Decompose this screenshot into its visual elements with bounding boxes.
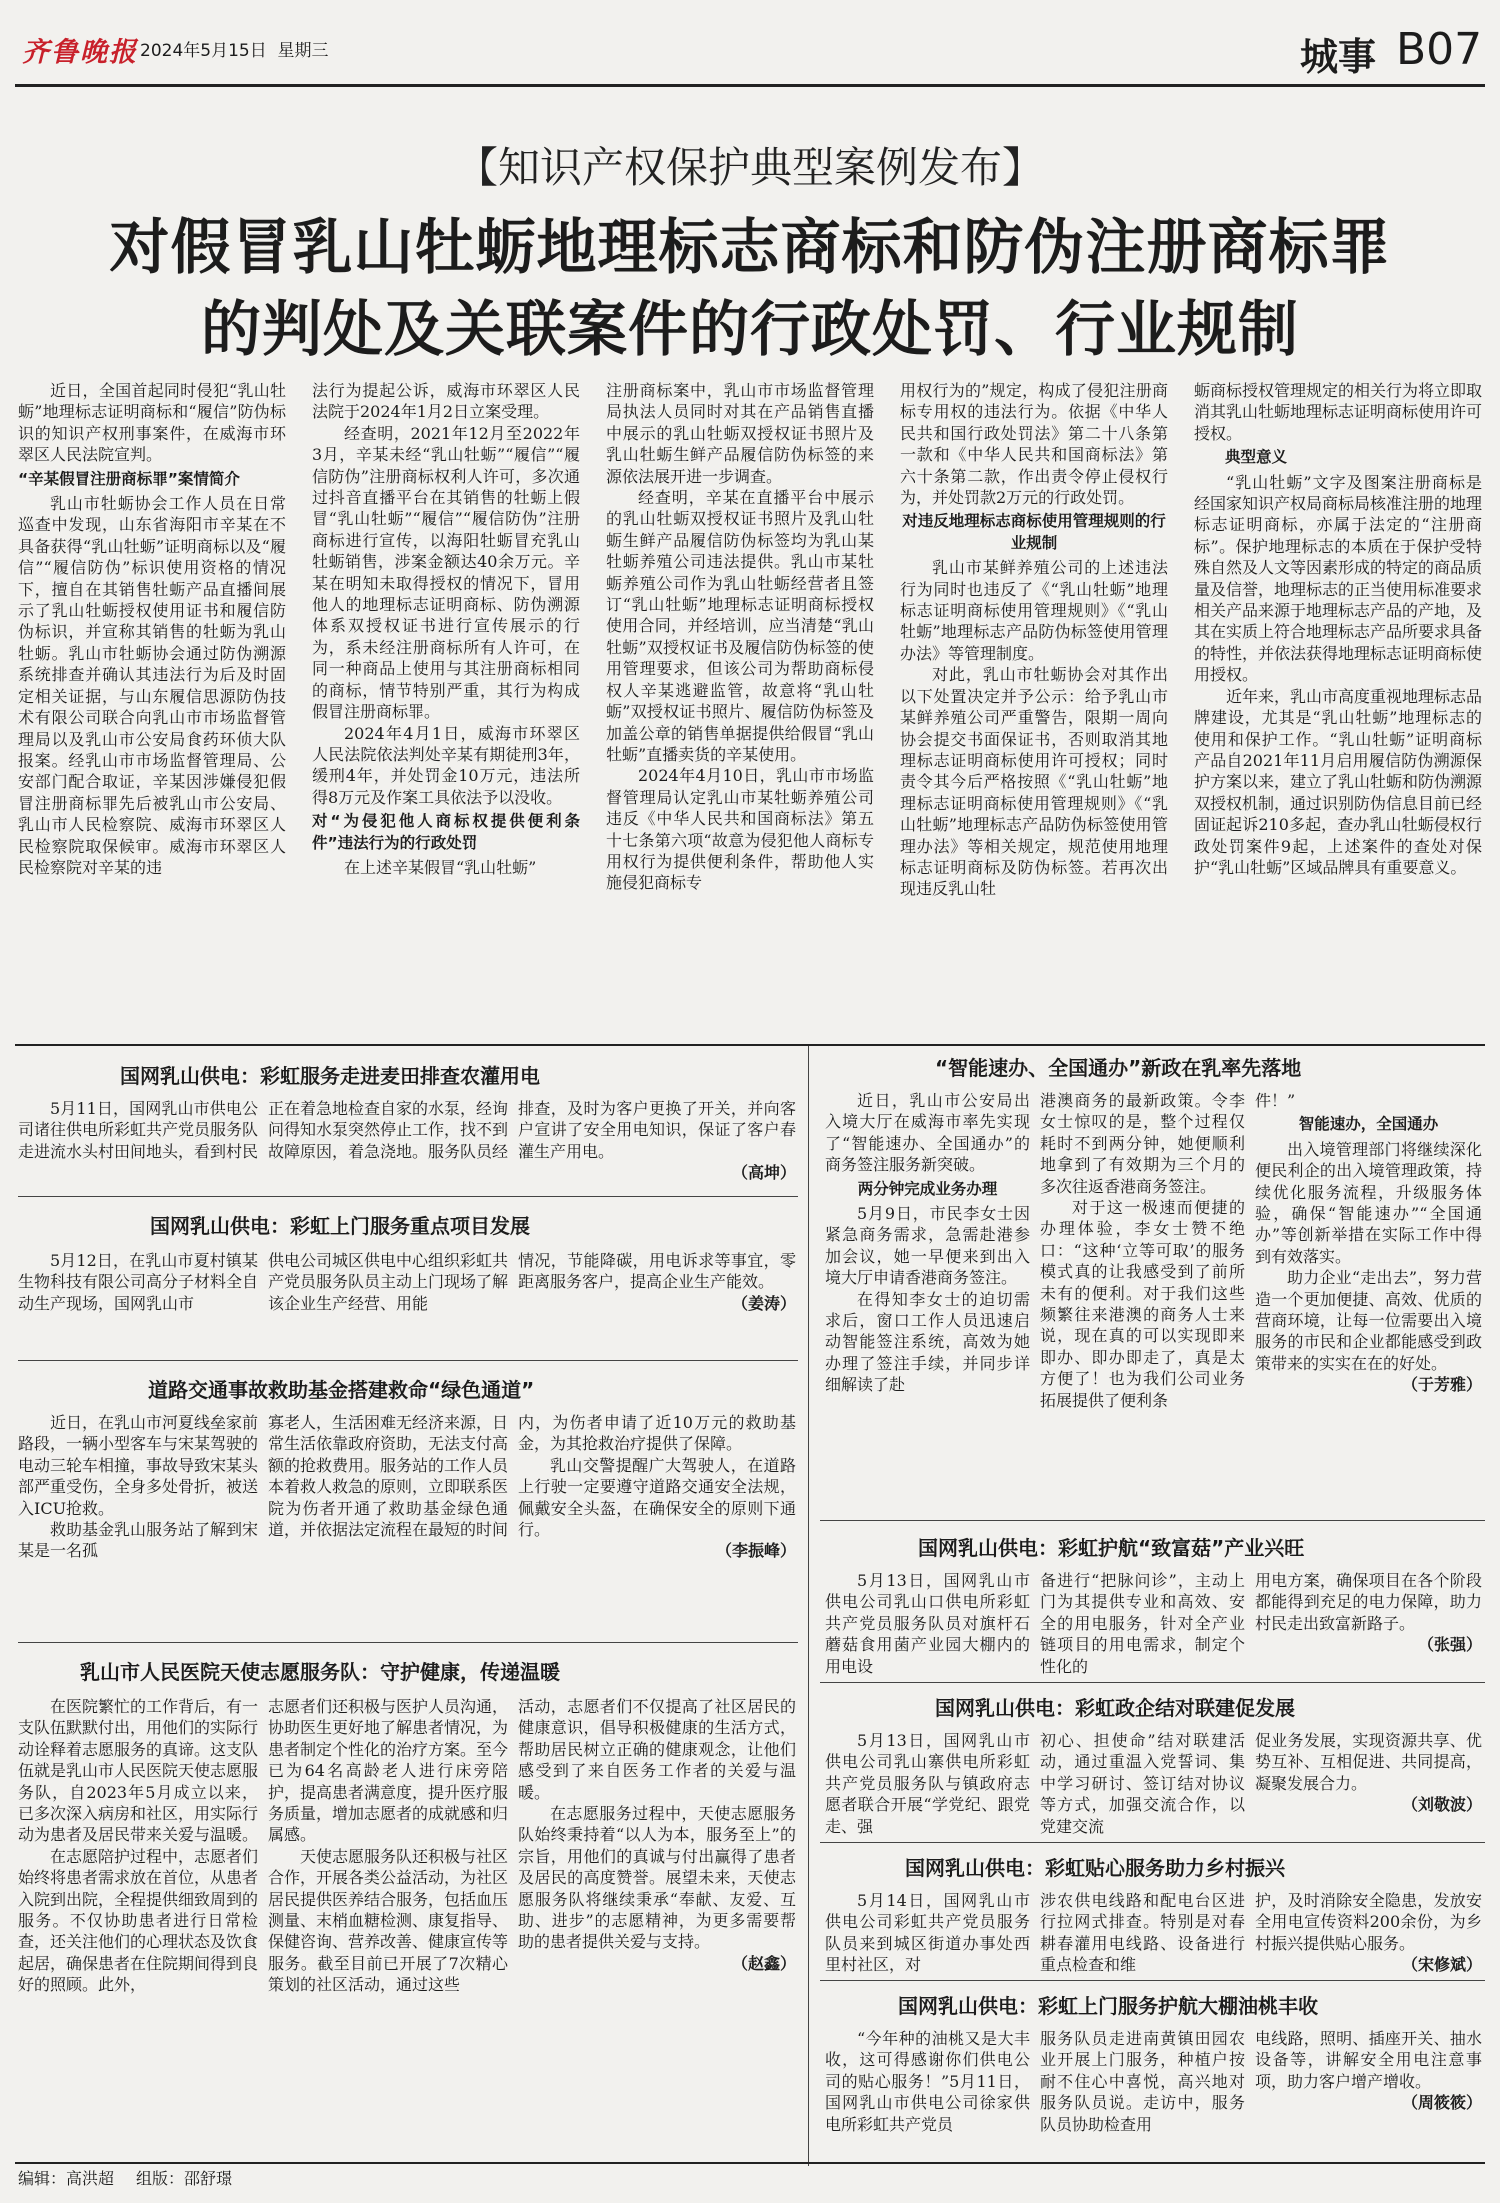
article-col [1255,1090,1482,1515]
article-divider [820,1682,1485,1683]
byline: （高坤） [731,1163,796,1183]
article-col [18,1412,258,1634]
lead-column-5 [1194,380,1482,1040]
paragraph: 排查，及时为客户更换了开关，并向客户宣讲了安全用电知识，保证了客户春灌生产用电。 [518,1099,796,1161]
paragraph: 在志愿服务过程中，天使志愿服务队始终秉持着“以人为本，服务至上”的宗旨，用他们的真诚与付出赢得了患者及居民的高度赞誉。展望未来，天使志愿服务队将继续秉承“奉献、友爱、互助、进步”的志愿精神，为更多需要帮助的患者提供关爱与支持。 [518,1804,796,1952]
byline: （张强） [1417,1635,1482,1655]
paragraph: 近日，全国首起同时侵犯“乳山牡蛎”地理标志证明商标和“履信”防伪标识的知识产权刑事案件，在威海市环翠区人民法院宣判。 [18,381,286,465]
designer-credit: 组版：邵舒璟 [136,2169,233,2188]
paragraph: 护，及时消除安全隐患，发放安全用电宣传资料200余份，为乡村振兴提供贴心服务。 [1255,1891,1482,1953]
byline: （李振峰） [715,1541,796,1561]
paragraph: 乳山交警提醒广大驾驶人，在道路上行驶一定要遵守道路交通安全法规，佩戴安全头盔，在确保安全的原则下通行。 [518,1455,796,1540]
paragraph: 近年来，乳山市高度重视地理标志品牌建设，尤其是“乳山牡蛎”地理标志的使用和保护工作。“乳山牡蛎”证明商标产品自2021年11月启用履信防伪溯源保护方案以来，建立了乳山牡蛎和防伪溯源双授权机制，通过识别防伪信息目前已经固证起诉210多起，查办乳山牡蛎侵权行政处罚案件9起，上述案件的查处对保护“乳山牡蛎”区域品牌具有重要意义。 [1194,686,1482,877]
article-col [1040,2028,1245,2158]
article-col [268,1696,508,2161]
paragraph: 用权行为的”规定，构成了侵犯注册商标专用权的违法行为。依据《中华人民共和国行政处罚法》第二十八条第一款和《中华人民共和国商标法》第六十条第二款，作出责令停止侵权行为，并处罚款2万元的行政处罚。 [900,381,1168,508]
paragraph: 正在着急地检查自家的水泵，经询问得知水泵突然停止工作，找不到故障原因，着急浇地。服务队员经 [268,1099,508,1161]
paragraph: 港澳商务的最新政策。令李女士惊叹的是，整个过程仅耗时不到两分钟，她便顺利地拿到了有效期为三个月的多次往返香港商务签注。 [1040,1091,1245,1196]
paragraph: 在得知李女士的迫切需求后，窗口工作人员迅速启动智能签注系统，高效为她办理了签注手续，并同步详细解读了赴 [825,1289,1030,1395]
article-col [268,1250,508,1342]
article-col [825,1570,1030,1678]
footer-rule [15,2162,1485,2164]
article-col [518,1412,796,1634]
paragraph: 2024年4月10日，乳山市市场监督管理局认定乳山市某牡蛎养殖公司违反《中华人民共和国商标法》第五十七条第六项“故意为侵犯他人商标专用权行为提供便利条件，帮助他人实施侵犯商标专 [606,766,874,893]
article-col [18,1250,258,1342]
masthead-logo: 齐鲁晚报 [22,37,138,68]
article-col [18,1696,258,2161]
article-col [518,1098,796,1190]
paragraph: 蛎商标授权管理规定的相关行为将立即取消其乳山牡蛎地理标志证明商标使用许可授权。 [1194,381,1482,443]
article-col [1255,1890,1482,1976]
lead-column-1 [18,380,286,1040]
article-title: 国网乳山供电：彩虹上门服务重点项目发展 [150,1214,530,1238]
article-col [825,1890,1030,1976]
paragraph: 在医院繁忙的工作背后，有一支队伍默默付出，用他们的实际行动诠释着志愿服务的真谛。这支队伍就是乳山市人民医院天使志愿服务队，自2023年5月成立以来，已多次深入病房和社区，用实际行动为患者及居民带来关爱与温暖。 [18,1697,258,1845]
paragraph: 天使志愿服务队还积极与社区合作，开展各类公益活动，为社区居民提供医养结合服务，包括血压测量、末梢血糖检测、康复指导、保健咨询、营养改善、健康宣传等服务。截至目前已开展了7次精心策划的社区活动，通过这些 [268,1846,508,1995]
subhead: 对违反地理标志商标使用管理规则的行业规制 [902,512,1166,552]
paragraph: 件！” [1255,1091,1296,1110]
paragraph: 寡老人，生活困难无经济来源，日常生活依靠政府资助，无法支付高额的抢救费用。服务站的工作人员本着救人救急的原则，立即联系医院为伤者开通了救助基金绿色通道，并依据法定流程在最短的时间 [268,1413,508,1540]
paragraph: 对于这一极速而便捷的办理体验，李女士赞不绝口：“这种‘立等可取’的服务模式真的让我感受到了前所未有的便利。对于我们这些频繁往来港澳的商务人士来说，现在真的可以实现即来即办、即办即走了，真是太方便了！也为我们公司业务拓展提供了便利条 [1040,1198,1245,1410]
page-footer [18,2166,254,2189]
paragraph: 5月9日，市民李女士因紧急商务需求，急需赴港参加会议，她一早便来到出入境大厅申请香港商务签注。 [825,1204,1030,1288]
paragraph: 近日，乳山市公安局出入境大厅在威海市率先实现了“智能速办、全国通办”的商务签注服务新突破。 [825,1091,1030,1175]
article-divider [18,1642,798,1643]
byline: （周筱筱） [1401,2093,1482,2113]
byline: （赵鑫） [731,1953,796,1973]
article-col [825,2028,1030,2158]
subhead: 典型意义 [1225,448,1288,467]
article-col [518,1250,796,1342]
paragraph: 用电方案，确保项目在各个阶段都能得到充足的电力保障，助力村民走出致富新路子。 [1255,1571,1482,1633]
article-title: 国网乳山供电：彩虹护航“致富菇”产业兴旺 [918,1536,1305,1560]
article-col [268,1412,508,1634]
article-col [1040,1730,1245,1836]
paragraph: 5月12日，在乳山市夏村镇某生物科技有限公司高分子材料全自动生产现场，国网乳山市 [18,1251,258,1313]
article-title: 国网乳山供电：彩虹贴心服务助力乡村振兴 [905,1856,1285,1880]
paragraph: 在上述辛某假冒“乳山牡蛎” [344,857,537,877]
paragraph: 2024年4月1日，威海市环翠区人民法院依法判处辛某有期徒刑3年，缓刑4年，并处罚金10万元，违法所得8万元及作案工具依法予以没收。 [312,723,580,807]
paragraph: 5月11日，国网乳山市供电公司诸往供电所彩虹共产党员服务队走进流水头村田间地头，看到村民 [18,1099,258,1161]
article-col [1040,1570,1245,1678]
paragraph: “今年种的油桃又是大丰收，这可得感谢你们供电公司的贴心服务！”5月11日，国网乳山市供电公司徐家供电所彩虹共产党员 [825,2029,1030,2134]
article-col [1040,1890,1245,1976]
paragraph: 在志愿陪护过程中，志愿者们始终将患者需求放在首位，从患者入院到出院，全程提供细致周到的服务。不仅协助患者进行日常检查，还关注他们的心理状态及饮食起居，确保患者在住院期间得到良好的照顾。此外， [18,1846,258,1995]
paragraph: 5月13日，国网乳山市供电公司乳山寨供电所彩虹共产党员服务队与镇政府志愿者联合开展“学党纪、跟党走、强 [825,1731,1030,1836]
paragraph: 备进行“把脉问诊”，主动上门为其提供专业和高效、安全的用电服务，针对全产业链项目的用电需求，制定个性化的 [1040,1571,1245,1676]
paragraph: 救助基金乳山服务站了解到宋某是一名孤 [18,1520,258,1561]
paragraph: 5月13日，国网乳山市供电公司乳山口供电所彩虹共产党员服务队员对旗杆石蘑菇食用菌产业园大棚内的用电设 [825,1571,1030,1676]
subhead: 对“为侵犯他人商标权提供便利条件”违法行为的行政处罚 [312,812,580,852]
article-divider [18,1360,798,1361]
paragraph: 乳山市某鲜养殖公司的上述违法行为同时也违反了《“乳山牡蛎”地理标志证明商标使用管理规则》《“乳山牡蛎”地理标志产品防伪标签使用管理办法》等管理制度。 [900,558,1168,663]
lead-column-3 [606,380,874,1040]
paragraph: 内，为伤者申请了近10万元的救助基金，为其抢救治疗提供了保障。 [518,1413,796,1454]
article-divider [820,1520,1485,1521]
article-title: “智能速办、全国通办”新政在乳率先落地 [935,1056,1302,1080]
byline: （宋修斌） [1401,1955,1482,1975]
lead-column-4 [900,380,1168,1040]
article-col [1255,1730,1482,1836]
article-col [825,1090,1030,1515]
article-col [825,1730,1030,1836]
article-divider [820,1842,1485,1843]
subhead: 智能速办，全国通办 [1298,1115,1439,1134]
weekday-text: 星期三 [277,41,329,61]
date-text: 2024年5月15日 [140,41,267,61]
paragraph: 促业务发展，实现资源共享、优势互补、互相促进、共同提高，凝聚发展合力。 [1255,1731,1482,1793]
paragraph: 法行为提起公诉，威海市环翠区人民法院于2024年1月2日立案受理。 [312,381,580,422]
article-col [518,1696,796,2161]
article-col [18,1098,258,1190]
lead-headline-2: 的判处及关联案件的行政处罚、行业规制 [201,295,1299,365]
paragraph: 助力企业“走出去”，努力营造一个更加便捷、高效、优质的营商环境，让每一位需要出入境服务的市民和企业都能感受到政策带来的实实在在的好处。 [1255,1268,1482,1373]
article-title: 国网乳山供电：彩虹政企结对联建促发展 [935,1696,1295,1720]
paragraph: 电线路，照明、插座开关、抽水设备等，讲解安全用电注意事项，助力客户增产增收。 [1255,2029,1482,2091]
lead-column-2 [312,380,580,1040]
paragraph: 乳山市牡蛎协会工作人员在日常巡查中发现，山东省海阳市辛某在不具备获得“乳山牡蛎”证明商标以及“履信”“履信防伪”标识使用资格的情况下，擅自在其销售牡蛎产品直播间展示了乳山牡蛎授权使用证书和履信防伪标识，并宣称其销售的牡蛎为乳山牡蛎。乳山市牡蛎协会通过防伪溯源系统排查并确认其违法行为后及时固定相关证据，与山东履信思源防伪技术有限公司联合向乳山市市场监督管理局以及乳山市公安局食药环侦大队报案。经乳山市市场监督管理局、公安部门配合取证，辛某因涉嫌侵犯假冒注册商标罪先后被乳山市公安局、乳山市人民检察院、威海市环翠区人民检察院取保候审。威海市环翠区人民检察院对辛某的违 [18,494,286,877]
article-title: 道路交通事故救助基金搭建救命“绿色通道” [148,1378,535,1402]
paragraph: 经查明，辛某在直播平台中展示的乳山牡蛎双授权证书照片及乳山牡蛎生鲜产品履信防伪标签均为乳山某牡蛎养殖公司违法提供。乳山市某牡蛎养殖公司作为乳山牡蛎经营者且签订“乳山牡蛎”地理标志证明商标授权使用合同，并经培训，应当清楚“乳山牡蛎”双授权证书及履信防伪标签的使用管理要求，但该公司为帮助商标侵权人辛某逃避监管，故意将“乳山牡蛎”双授权证书照片、履信防伪标签及加盖公章的销售单据提供给假冒“乳山牡蛎”直播卖货的辛某使用。 [606,488,874,764]
paragraph: 出入境管理部门将继续深化便民利企的出入境管理政策，持续优化服务流程，升级服务体验，确保“智能速办”“全国通办”等创新举措在实际工作中得到有效落实。 [1255,1139,1482,1266]
section-name: 城事 [1300,35,1377,79]
paragraph: 情况，节能降碳，用电诉求等事宜，零距离服务客户，提高企业生产能效。 [518,1251,796,1292]
column-divider [808,1046,809,2166]
issue-date [140,36,329,61]
article-divider [820,1980,1485,1981]
paragraph: 活动，志愿者们不仅提高了社区居民的健康意识，倡导积极健康的生活方式，帮助居民树立正确的健康观念，让他们感受到了来自医务工作者的关爱与温暖。 [518,1697,796,1802]
header-rule [15,84,1485,87]
paragraph: 注册商标案中，乳山市市场监督管理局执法人员同时对其在产品销售直播中展示的乳山牡蛎双授权证书照片及乳山牡蛎生鲜产品履信防伪标签的来源依法展开进一步调查。 [606,381,874,486]
article-title: 国网乳山供电：彩虹服务走进麦田排查农灌用电 [120,1064,540,1088]
byline: （于芳雅） [1401,1375,1482,1395]
lead-headline-1: 对假冒乳山牡蛎地理标志商标和防伪注册商标罪 [109,213,1391,283]
article-col [268,1098,508,1190]
byline: （姜涛） [731,1293,796,1313]
subhead: 两分钟完成业务办理 [857,1179,998,1198]
lead-kicker: 【知识产权保护典型案例发布】 [455,143,1044,192]
paragraph: 供电公司城区供电中心组织彩虹共产党员服务队员主动上门现场了解该企业生产经营、用能 [268,1251,508,1313]
paragraph: 近日，在乳山市河夏线垒家前路段，一辆小型客车与宋某驾驶的电动三轮车相撞，事故导致宋某头部严重受伤，全身多处骨折，被送入ICU抢救。 [18,1413,258,1518]
page-number: B07 [1396,24,1483,75]
subhead: “辛某假冒注册商标罪”案情简介 [18,469,240,488]
article-title: 乳山市人民医院天使志愿服务队：守护健康，传递温暖 [80,1660,560,1684]
paragraph: “乳山牡蛎”文字及图案注册商标是经国家知识产权局商标局核准注册的地理标志证明商标，亦属于法定的“注册商标”。保护地理标志的本质在于保护受特殊自然及人文等因素形成的特定的商品质量及信誉，地理标志的正当使用标准要求相关产品来源于地理标志产品的产地，及其在实质上符合地理标志产品所要求具备的特性，并依法获得地理标志证明商标使用授权。 [1194,472,1482,685]
paragraph: 经查明，2021年12月至2022年3月，辛某未经“乳山牡蛎”“履信”“履信防伪”注册商标权利人许可，多次通过抖音直播平台在其销售的牡蛎上假冒“乳山牡蛎”“履信”“履信防伪”注册商标进行宣传，以海阳牡蛎冒充乳山牡蛎销售，涉案金额达40余万元。辛某在明知未取得授权的情况下，冒用他人的地理标志证明商标、防伪溯源体系双授权证书进行宣传展示的行为，系未经注册商标所有人许可，在同一种商品上使用与其注册商标相同的商标，情节特别严重，其行为构成假冒注册商标罪。 [312,423,580,722]
paragraph: 志愿者们还积极与医护人员沟通，协助医生更好地了解患者情况，为患者制定个性化的治疗方案。至今已为64名高龄老人进行床旁陪护，提高患者满意度，提升医疗服务质量，增加志愿者的成就感和归属感。 [268,1697,508,1845]
editor-credit: 编辑：高洪超 [18,2169,115,2188]
page-header [0,0,1500,90]
paragraph: 5月14日，国网乳山市供电公司彩虹共产党员服务队员来到城区街道办事处西里村社区，对 [825,1891,1030,1975]
article-col [1040,1090,1245,1515]
byline: （刘敬波） [1401,1795,1482,1815]
paragraph: 初心、担使命”结对联建活动，通过重温入党誓词、集中学习研讨、签订结对协议等方式，加强交流合作，以党建交流 [1040,1731,1245,1836]
article-col [1255,2028,1482,2158]
paragraph: 对此，乳山市牡蛎协会对其作出以下处置决定并予公示：给予乳山市某鲜养殖公司严重警告，限期一周向协会提交书面保证书，否则取消其地理标志证明商标使用许可授权；同时责令其今后严格按照《“乳山牡蛎”地理标志证明商标使用管理规则》《“乳山牡蛎”地理标志产品防伪标签使用管理办法》等相关规定，规范使用地理标志证明商标及防伪标签。若再次出现违反乳山牡 [900,665,1168,899]
article-divider [18,1196,798,1197]
article-title: 国网乳山供电：彩虹上门服务护航大棚油桃丰收 [898,1994,1318,2018]
paragraph: 涉农供电线路和配电台区进行拉网式排查。特别是对春耕春灌用电线路、设备进行重点检查和维 [1040,1891,1245,1975]
article-col [1255,1570,1482,1678]
section-divider [15,1044,1485,1046]
paragraph: 服务队员走进南黄镇田园农业开展上门服务，种植户按耐不住心中喜悦，高兴地对服务队员说。走访中，服务队员协助检查用 [1040,2029,1245,2134]
